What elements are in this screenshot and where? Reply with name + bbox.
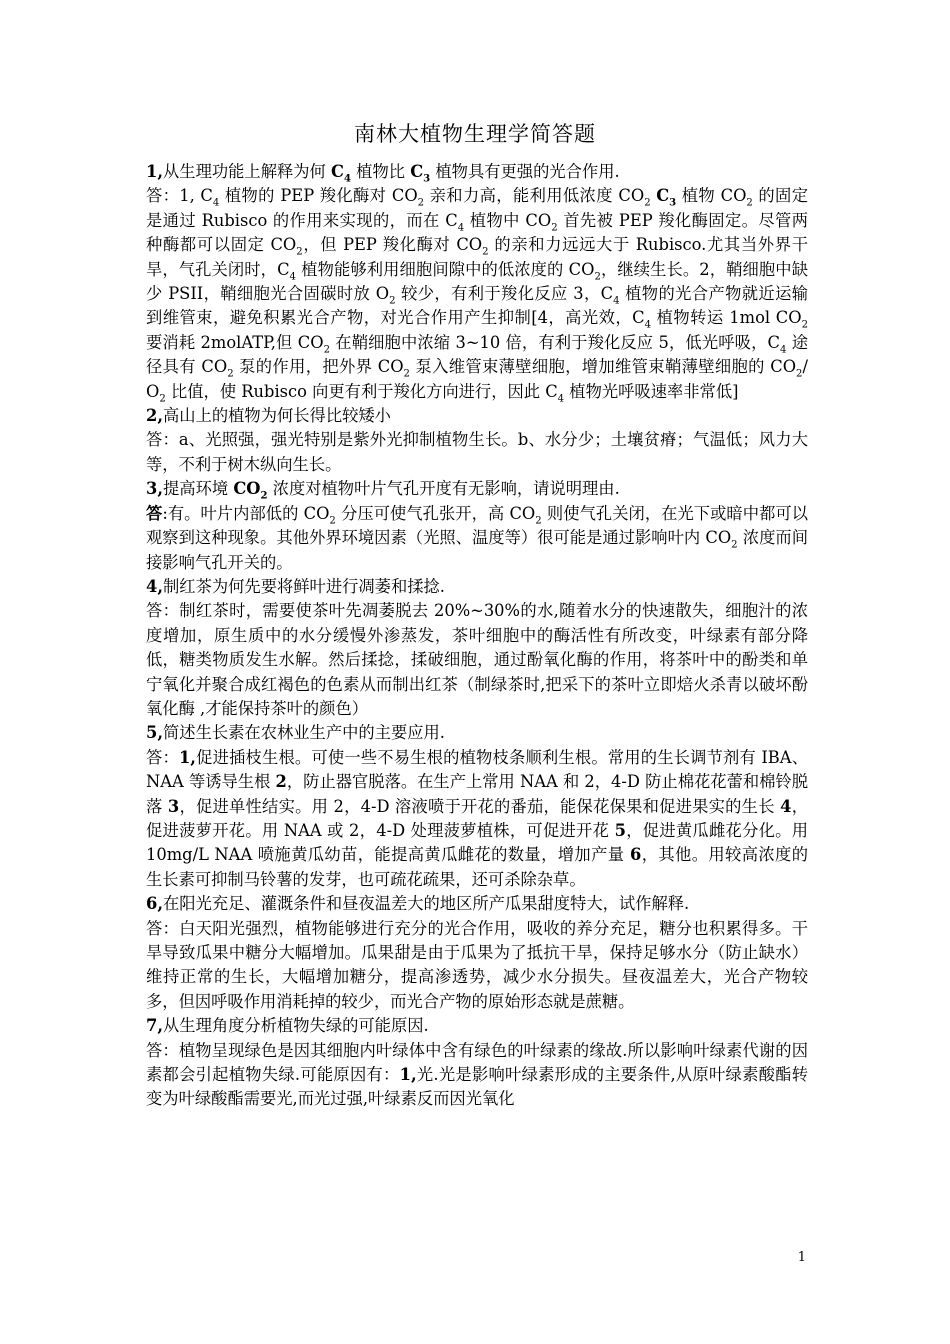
question-7 bbox=[146, 1014, 808, 1038]
answer-2: 答：a、光照强，强光特别是紫外光抑制植物生长。b、水分少；土壤贫瘠；气温低；风力大等，不利于树木纵向生长。 bbox=[146, 430, 808, 474]
question-number: 2, bbox=[146, 406, 163, 426]
answer-7: 答：植物呈现绿色是因其细胞内叶绿体中含有绿色的叶绿素的缘故.所以影响叶绿素代谢的因素都会引起植物失绿.可能原因有：1,光.光是影响叶绿素形成的主要条件,从原叶绿素酸酯转变为叶绿酸酯需要光,而光过强,叶绿素反而因光氧化 bbox=[146, 1040, 808, 1109]
question-text: 植物比 bbox=[351, 162, 411, 181]
question-number: 4, bbox=[146, 576, 163, 596]
formula: $C_3$ bbox=[410, 162, 431, 185]
question-4 bbox=[146, 575, 808, 599]
answer-3: 答:有。叶片内部低的 $CO_2$ 分压可使气孔张开，高 $CO_2$ 则使气孔关闭，在光下或暗中都可以观察到这种现象。其他外界环境因素（光照、温度等）很可能是通过影响叶内 $CO_2$ 浓度而间接影响气孔开关的。 bbox=[146, 503, 808, 572]
question-number: 3, bbox=[146, 479, 163, 499]
question-2 bbox=[146, 404, 808, 428]
question-text: 植物具有更强的光合作用. bbox=[430, 162, 620, 181]
question-text: 在阳光充足、灌溉条件和昼夜温差大的地区所产瓜果甜度特大，试作解释. bbox=[163, 894, 690, 914]
page-number: 1 bbox=[797, 1250, 806, 1265]
page-title: 南林大植物生理学简答题 bbox=[354, 122, 596, 146]
question-text: 从生理功能上解释为何 bbox=[163, 162, 331, 181]
question-number: 5, bbox=[146, 723, 163, 743]
question-number: 1, bbox=[146, 162, 163, 181]
formula: $C_3$ bbox=[656, 186, 677, 209]
question-3: 3,提高环境 $CO_2$ 浓度对植物叶片气孔开度有无影响，请说明理由. bbox=[146, 479, 620, 502]
answer-4: 答：制红茶时，需要使茶叶先凋萎脱去 20%~30%的水,随着水分的快速散失，细胞汁的浓度增加，原生质中的水分缓慢外渗蒸发，茶叶细胞中的酶活性有所改变，叶绿素有部分降低，糖类物质发生水解。然后揉捻，揉破细胞，通过酚氧化酶的作用，将茶叶中的酚类和单宁氧化并聚合成红褐色的色素从而制出红茶（制绿茶时,把采下的茶叶立即焙火杀青以破坏酚氧化酶 ,才能保持茶叶的颜色） bbox=[146, 601, 808, 718]
formula: $CO_2$ bbox=[233, 479, 268, 502]
question-number: 7, bbox=[146, 1016, 163, 1036]
answer-1: 答：1, $C_4$ 植物的 PEP 羧化酶对 $CO_2$ 亲和力高，能利用低浓度 $CO_2$ $C_3$ 植物 $CO_2$ 的固定是通过 Rubisco 的作用来实现的，而在 $C_4$ 植物中 $CO_2$ 首先被 PEP 羧化酶固定。尽管两种酶都可以固定 $CO_2$，但 PEP 羧化酶对 $CO_2$ 的亲和力远远大于 Rubisco.尤其当外界干旱，气孔关闭时，$C_4$ 植物能够利用细胞间隙中的低浓度的 $CO_2$，继续生长。2，鞘细胞中缺少 PSII，鞘细胞光合固碳时放 $O_2$ 较少，有利于羧化反应 3，$C_4$ 植物的光合产物就近运输到维管束，避免积累光合产物，对光合作用产生抑制[4，高光效，$C_4$ 植物转运 1mol $CO_2$ 要消耗 2molATP,但 $CO_2$ 在鞘细胞中浓缩 3~10 倍，有利于羧化反应 5，低光呼吸，$C_4$ 途径具有 $CO_2$ 泵的作用，把外界 $CO_2$ 泵入维管束薄壁细胞，增加维管束鞘薄壁细胞的 $CO_2/$ $O_2$ 比值，使 Rubisco 向更有利于羧化方向进行，因此 $C_4$ 植物光呼吸速率非常低] bbox=[146, 186, 809, 405]
question-1 bbox=[146, 160, 808, 184]
question-text: 简述生长素在农林业生产中的主要应用. bbox=[163, 723, 445, 743]
question-5 bbox=[146, 721, 808, 745]
answer-6: 答：白天阳光强烈，植物能够进行充分的光合作用，吸收的养分充足，糖分也积累得多。干旱导致瓜果中糖分大幅增加。瓜果甜是由于瓜果为了抵抗干旱，保持足够水分（防止缺水）维持正常的生长，大幅增加糖分，提高渗透势，减少水分损失。昼夜温差大，光合产物较多，但因呼吸作用消耗掉的较少，而光合产物的原始形态就是蔗糖。 bbox=[146, 918, 808, 1011]
answer-5: 答：1,促进插枝生根。可使一些不易生根的植物枝条顺利生根。常用的生长调节剂有 IBA、NAA 等诱导生根 2，防止器官脱落。在生产上常用 NAA 和 2，4-D 防止棉花花蕾和棉铃脱落 3，促进单性结实。用 2，4-D 溶液喷于开花的番茄，能保花保果和促进果实的生长 4，促进菠萝开花。用 NAA 或 2，4-D 处理菠萝植株，可促进开花 5，促进黄瓜雌花分化。用 10mg/L NAA 喷施黄瓜幼苗，能提高黄瓜雌花的数量，增加产量 6，其他。用较高浓度的生长素可抑制马铃薯的发芽，也可疏花疏果，还可杀除杂草。 bbox=[146, 747, 808, 889]
question-text: 高山上的植物为何长得比较矮小 bbox=[163, 406, 391, 426]
question-text: 制红茶为何先要将鲜叶进行凋萎和揉捻. bbox=[163, 576, 445, 596]
document-body bbox=[146, 160, 808, 1112]
question-number: 6, bbox=[146, 894, 163, 914]
question-6 bbox=[146, 892, 808, 916]
question-text: 从生理角度分析植物失绿的可能原因. bbox=[163, 1016, 429, 1036]
formula: $C_4$ bbox=[331, 162, 351, 185]
